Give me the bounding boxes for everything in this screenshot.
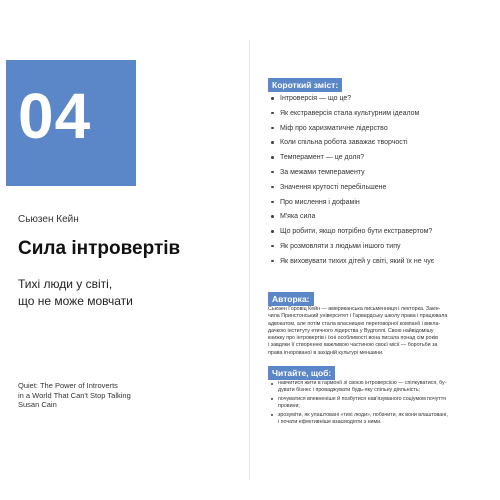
summary-item: Як екстраверсія стала культурним ідеалом <box>270 109 470 124</box>
author-heading: Авторка: <box>268 292 314 306</box>
summary-item: За межами темпераменту <box>270 168 470 183</box>
read-to-list <box>270 380 482 428</box>
book-title: Сила інтровертів <box>18 238 181 259</box>
bio-line: і завдяки її створенню важливою частиною своєї місії — боротьби за <box>268 342 438 349</box>
subtitle-line: Тихі люди у світі, <box>18 277 113 291</box>
read-to-heading: Читайте, щоб: <box>268 366 335 380</box>
bio-line: адвокатом, але потім стала власницею переговорної компанії і викла- <box>268 320 441 327</box>
read-to-line: навчитися жити в гармонії зі своєю інтроверсією — спілкуватися, бу- <box>278 380 447 386</box>
original-title-line: Quiet: The Power of Introverts <box>18 381 118 390</box>
original-title <box>18 381 131 410</box>
summary-item: Про мислення і дофамін <box>270 198 470 213</box>
read-to-line: провини; <box>278 403 300 410</box>
read-to-item <box>270 412 482 426</box>
summary-item: Як розмовляти з людьми іншого типу <box>270 242 470 257</box>
chapter-number: 04 <box>18 80 92 152</box>
subtitle-line: що не може мовчати <box>18 294 133 308</box>
bio-line: Сьюзен Горовіц Кейн — американська письменниця і лекторка. Закін- <box>268 306 441 312</box>
summary-item: М'яка сила <box>270 212 470 227</box>
summary-item: Темперамент — це доля? <box>270 153 470 168</box>
summary-list <box>270 94 470 272</box>
author-bio <box>268 306 478 357</box>
page-divider <box>249 40 250 480</box>
summary-item: Що робити, якщо потрібно бути екстравертом? <box>270 227 470 242</box>
read-to-line: дувати бізнес і проваджувати будь-яку спільну діяльність; <box>278 387 421 394</box>
summary-heading: Короткий зміст: <box>268 78 342 92</box>
read-to-line: почуватися впевненіше й позбутися нав'язуваного соціумом почуття <box>278 395 447 402</box>
summary-item: Міф про харизматичне лідерство <box>270 124 470 139</box>
read-to-line: і почати ефективніше взаємодіяти з ними. <box>278 419 382 426</box>
original-author: Susan Cain <box>18 400 57 409</box>
summary-item: Коли спільна робота заважає творчості <box>270 138 470 153</box>
read-to-line: зрозуміти, як улаштовані «тихі люди», побачити, як вони влаштовані, <box>278 411 448 418</box>
read-to-item <box>270 396 482 410</box>
book-author: Сьюзен Кейн <box>18 214 79 225</box>
book-subtitle <box>18 276 133 310</box>
summary-item: Інтроверсія — що це? <box>270 94 470 109</box>
bio-line: права ігнорованої в західній культурі меншини. <box>268 349 384 356</box>
bio-line: книжку про інтровертів і їхні особливості вона писала понад сім років <box>268 335 438 342</box>
bio-line: дачкою інституту етичного лідерства у Вудголлі. Свою найвідомішу <box>268 327 434 334</box>
read-to-item <box>270 380 482 394</box>
summary-item: Значення крутості перебільшене <box>270 183 470 198</box>
bio-line: чила Принстонський університет і Гарвардську школу права і працювала <box>268 313 448 320</box>
summary-item: Як виховувати тихих дітей у світі, який їх не чує <box>270 257 470 272</box>
original-title-line: in a World That Can't Stop Talking <box>18 390 131 400</box>
